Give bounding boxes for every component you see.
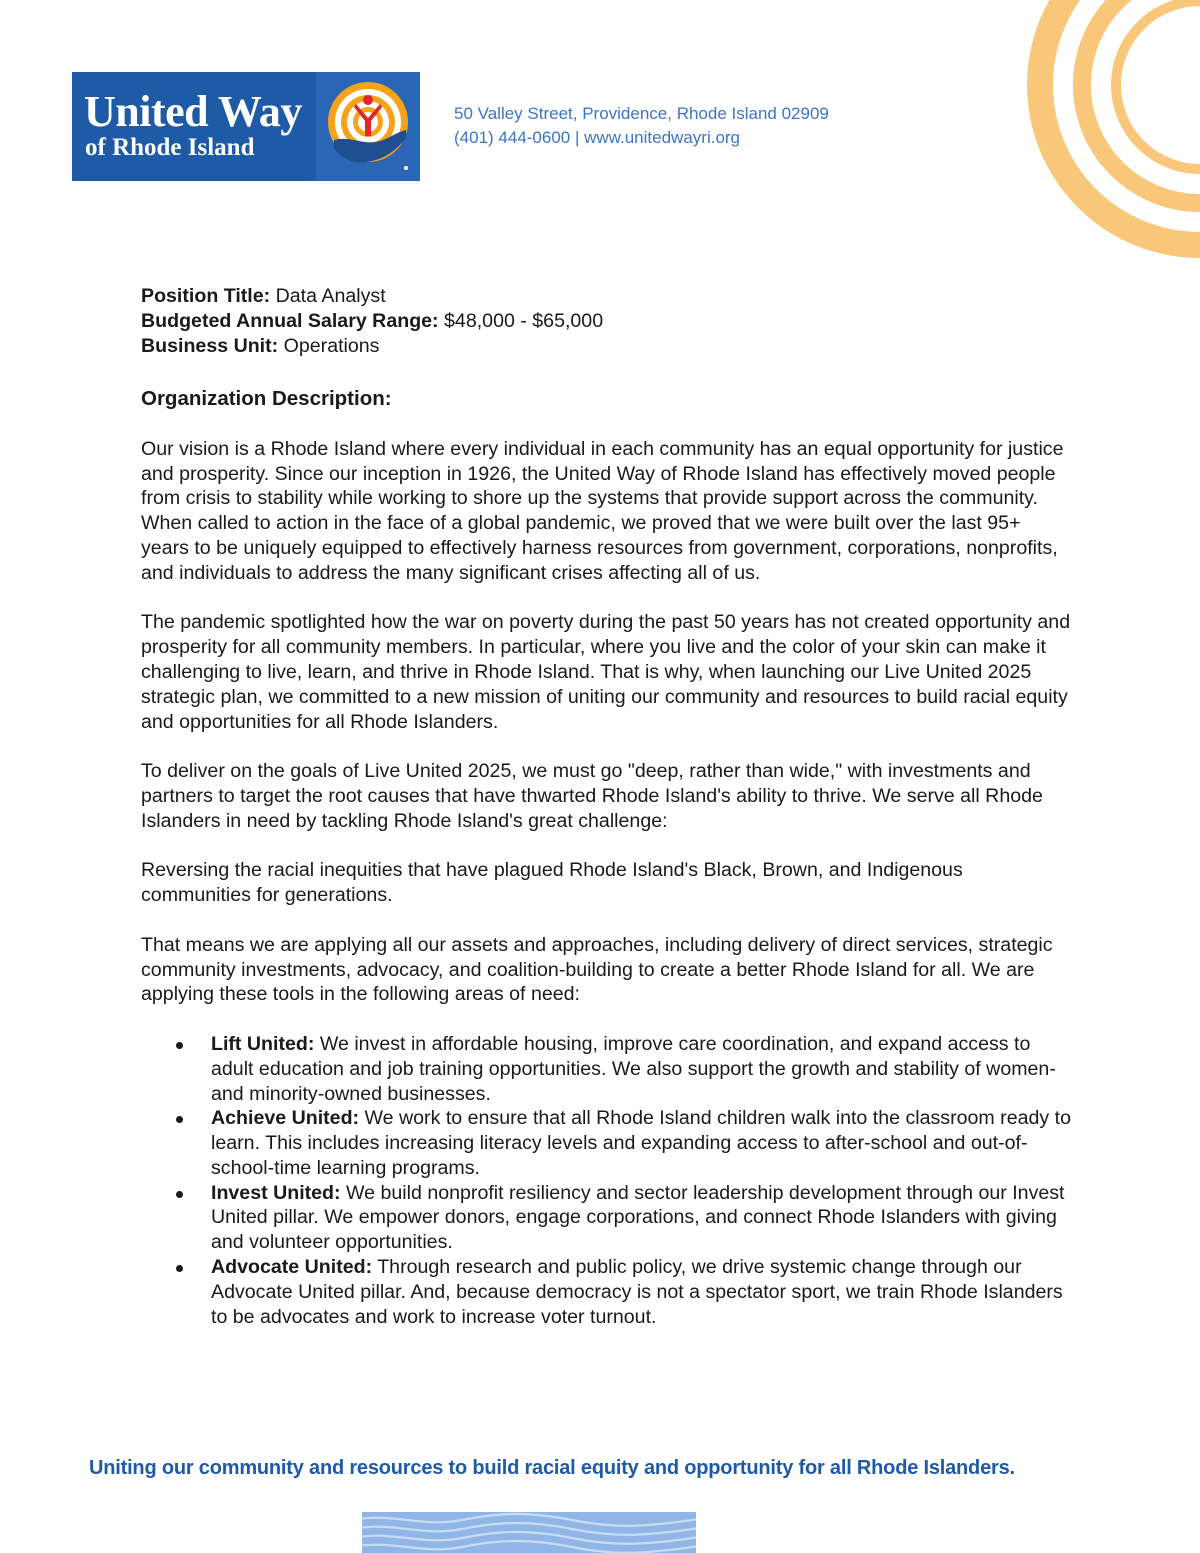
position-title-value: Data Analyst [270, 285, 386, 307]
list-item-advocate-united [211, 1255, 1071, 1329]
logo-mark [316, 72, 420, 181]
united-way-logo [72, 72, 420, 181]
address-contact: (401) 444-0600 | www.unitedwayri.org [454, 128, 741, 147]
logo-wordmark [72, 72, 316, 181]
organization-address [454, 102, 829, 150]
org-paragraph-2: The pandemic spotlighted how the war on poverty during the past 50 years has not created opportunity and prosperity for all community members. In particular, where you live and the color of your skin can make it challenging to live, learn, and thrive in Rhode Island. That is why, when launching our Live United 2025 strategic plan, we committed to a new mission of uniting our community and resources to build racial equity and opportunities for all Rhode Islanders. [141, 611, 1071, 733]
salary-range-label: Budgeted Annual Salary Range: [141, 309, 439, 332]
decorative-arcs-icon [960, 0, 1200, 260]
organization-description-heading: Organization Description: [141, 387, 392, 411]
area-label: Achieve United: [211, 1107, 360, 1130]
address-street: 50 Valley Street, Providence, Rhode Island 02909 [454, 104, 829, 123]
logo-line-1: United Way [84, 87, 302, 136]
business-unit-line [141, 334, 1071, 359]
business-unit-value: Operations [278, 334, 380, 357]
salary-range-line [141, 309, 1071, 334]
list-item-invest-united [211, 1181, 1071, 1255]
areas-of-need-list [141, 1032, 1071, 1330]
united-way-hand-icon [322, 78, 414, 175]
position-title-label: Position Title: [141, 285, 271, 307]
logo-line-2: of Rhode Island [85, 134, 255, 161]
list-item-achieve-united [211, 1106, 1071, 1180]
area-label: Lift United: [211, 1032, 315, 1055]
list-item-lift-united [211, 1032, 1071, 1106]
org-paragraph-4: Reversing the racial inequities that have plagued Rhode Island's Black, Brown, and Indigenous communities for generations. [141, 859, 963, 907]
area-label: Invest United: [211, 1181, 341, 1204]
area-label: Advocate United: [211, 1256, 373, 1279]
org-paragraph-3: To deliver on the goals of Live United 2025, we must go "deep, rather than wide," with investments and partners to target the root causes that have thwarted Rhode Island's ability to thrive. We serve all Rhode Islanders in need by tackling Rhode Island's great challenge: [141, 760, 1043, 832]
area-text: We build nonprofit resiliency and sector leadership development through our Invest United pillar. We empower donors, engage corporations, and connect Rhode Islanders with giving and volunteer opportunities. [211, 1181, 1065, 1254]
wave-pattern-icon [362, 1512, 696, 1553]
org-paragraph-1: Our vision is a Rhode Island where every individual in each community has an equal opportunity for justice and prosperity. Since our inception in 1926, the United Way of Rhode Island has effectively moved people from crisis to stability while working to shore up the systems that provide support across the community. When called to action in the face of a global pandemic, we proved that we were built over the last 95+ years to be uniquely equipped to effectively harness resources from government, corporations, nonprofits, and individuals to address the many significant crises affecting all of us. [141, 437, 1064, 584]
area-text: Through research and public policy, we drive systemic change through our Advocate United pillar. And, because democracy is not a spectator sport, we train Rhode Islanders to be advocates and work to increase voter turnout. [211, 1256, 1063, 1328]
area-text: We work to ensure that all Rhode Island children walk into the classroom ready to learn. This includes increasing literacy levels and expanding access to after-school and out-of-school-time learning programs. [211, 1107, 1071, 1179]
position-title-line [141, 284, 1071, 309]
org-paragraph-5: That means we are applying all our assets and approaches, including delivery of direct services, strategic community investments, advocacy, and coalition-building to create a better Rhode Island for all. We are applying these tools in the following areas of need: [141, 933, 1053, 1006]
job-posting-body [141, 284, 1071, 1329]
footer-tagline: Uniting our community and resources to build racial equity and opportunity for all Rhode Islanders. [89, 1457, 1015, 1479]
area-text: We invest in affordable housing, improve care coordination, and expand access to adult education and job training opportunities. We also support the growth and stability of women- and minority-owned businesses. [211, 1032, 1056, 1105]
business-unit-label: Business Unit: [141, 334, 279, 357]
salary-range-value: $48,000 - $65,000 [438, 309, 604, 332]
